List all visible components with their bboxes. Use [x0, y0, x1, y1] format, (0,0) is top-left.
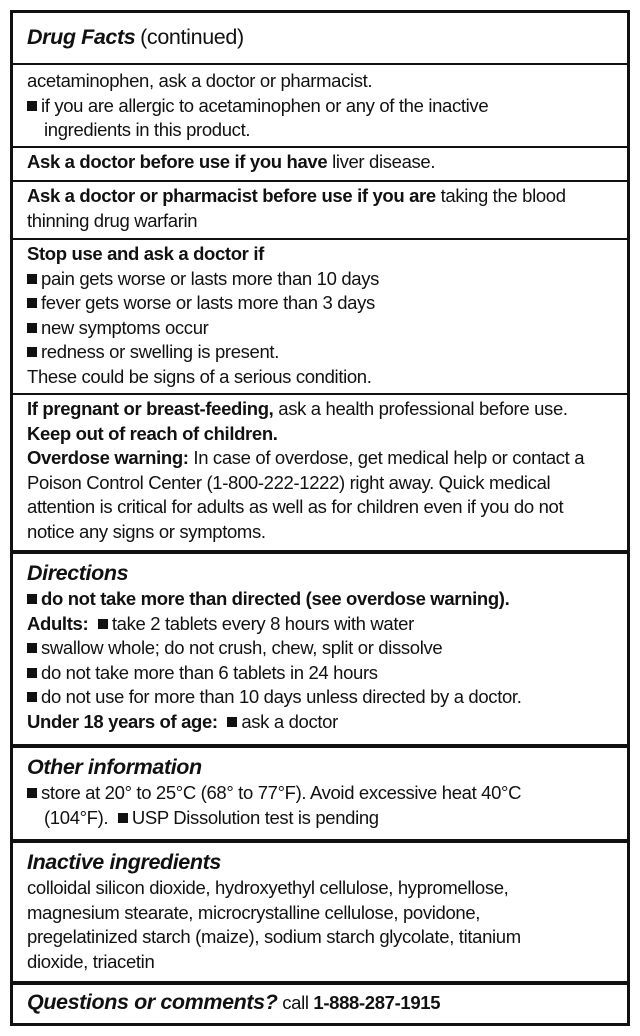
bullet-square-icon [27, 274, 37, 284]
warfarin-text: taking the blood [435, 185, 566, 206]
overdose-line-2: Poison Control Center (1-800-222-1222) right away. Quick medical [27, 471, 551, 493]
pregnant-text: ask a health professional before use. [273, 398, 568, 419]
divider [13, 238, 627, 240]
directions-section [13, 560, 627, 734]
overdose-text: In case of overdose, get medical help or contact a [188, 447, 585, 468]
other-information-section [13, 754, 627, 830]
usp-line: USP Dissolution test is pending [131, 806, 379, 828]
warnings-continued [13, 69, 627, 143]
thick-divider [13, 981, 627, 985]
bullet-square-icon [227, 717, 237, 727]
under18-label: Under 18 years of age: [27, 710, 218, 732]
inactive-line: dioxide, triacetin [27, 950, 155, 972]
pregnant-bold: If pregnant or breast-feeding, [27, 398, 274, 419]
adult-item: swallow whole; do not crush, chew, split or dissolve [41, 637, 443, 658]
bullet-square-icon [27, 101, 37, 111]
drug-facts-header [13, 25, 627, 51]
bullet-square-icon [27, 594, 37, 604]
children-warning: Keep out of reach of children. [27, 422, 278, 444]
overdose-line-3: attention is critical for adults as well as for children even if you do not [27, 496, 564, 517]
adult-item: do not use for more than 10 days unless directed by a doctor. [41, 686, 522, 707]
stop-use-title: Stop use and ask a doctor if [27, 243, 264, 264]
questions-section [13, 990, 627, 1016]
inactive-line: colloidal silicon dioxide, hydroxyethyl cellulose, hypromellose, [27, 877, 509, 898]
drug-facts-panel [10, 10, 630, 1026]
warfarin-warning [13, 184, 627, 233]
adults-first: take 2 tablets every 8 hours with water [111, 612, 414, 634]
divider [13, 180, 627, 182]
inactive-line: pregelatinized starch (maize), sodium starch glycolate, titanium [27, 926, 521, 947]
bullet-square-icon [27, 298, 37, 308]
call-label: call [282, 992, 309, 1013]
general-warnings [13, 397, 627, 544]
directions-warning: do not take more than directed (see overdose warning). [41, 588, 510, 609]
overdose-bold: Overdose warning: [27, 447, 189, 468]
overdose-line-4: notice any signs or symptoms. [27, 520, 266, 542]
warning-cont-line: acetaminophen, ask a doctor or pharmacist. [27, 70, 373, 91]
liver-bold: Ask a doctor before use if you have [27, 151, 328, 172]
bullet-square-icon [27, 643, 37, 653]
inactive-title: Inactive ingredients [27, 850, 221, 874]
stop-item: new symptoms occur [41, 316, 209, 338]
stop-item: redness or swelling is present. [41, 341, 279, 362]
bullet-square-icon [27, 323, 37, 333]
bullet-square-icon [118, 813, 128, 823]
allergy-line: if you are allergic to acetaminophen or any of the inactive [41, 94, 489, 116]
adults-label: Adults: [27, 612, 89, 634]
allergy-line-2: ingredients in this product. [44, 119, 251, 140]
drug-facts-title: Drug Facts [27, 25, 136, 49]
warfarin-bold: Ask a doctor or pharmacist before use if you are [27, 185, 436, 206]
bullet-square-icon [27, 668, 37, 678]
bullet-square-icon [27, 347, 37, 357]
stop-note: These could be signs of a serious condition. [27, 365, 372, 387]
thick-divider [13, 550, 627, 554]
warfarin-line-2: thinning drug warfarin [27, 209, 198, 231]
questions-title: Questions or comments? [27, 990, 278, 1014]
stop-use-section [13, 242, 627, 389]
other-info-title: Other information [27, 755, 202, 779]
inactive-line: magnesium stearate, microcrystalline cellulose, povidone, [27, 901, 481, 923]
divider [13, 393, 627, 395]
divider [13, 63, 627, 65]
under18-text: ask a doctor [241, 710, 338, 732]
storage-line-2: (104°F). [44, 806, 109, 828]
liver-warning [13, 150, 627, 175]
adult-item: do not take more than 6 tablets in 24 hours [41, 661, 378, 683]
bullet-square-icon [27, 788, 37, 798]
bullet-square-icon [98, 619, 108, 629]
inactive-ingredients-section [13, 849, 627, 974]
divider [13, 146, 627, 148]
thick-divider [13, 744, 627, 748]
bullet-square-icon [27, 692, 37, 702]
storage-line: store at 20° to 25°C (68° to 77°F). Avoid excessive heat 40°C [41, 782, 522, 803]
stop-item: pain gets worse or lasts more than 10 days [41, 267, 380, 289]
thick-divider [13, 839, 627, 843]
directions-title: Directions [27, 561, 129, 585]
phone-number[interactable]: 1-888-287-1915 [313, 992, 441, 1013]
continued-label: (continued) [140, 25, 244, 49]
stop-item: fever gets worse or lasts more than 3 days [41, 292, 375, 313]
liver-text: liver disease. [327, 151, 436, 172]
